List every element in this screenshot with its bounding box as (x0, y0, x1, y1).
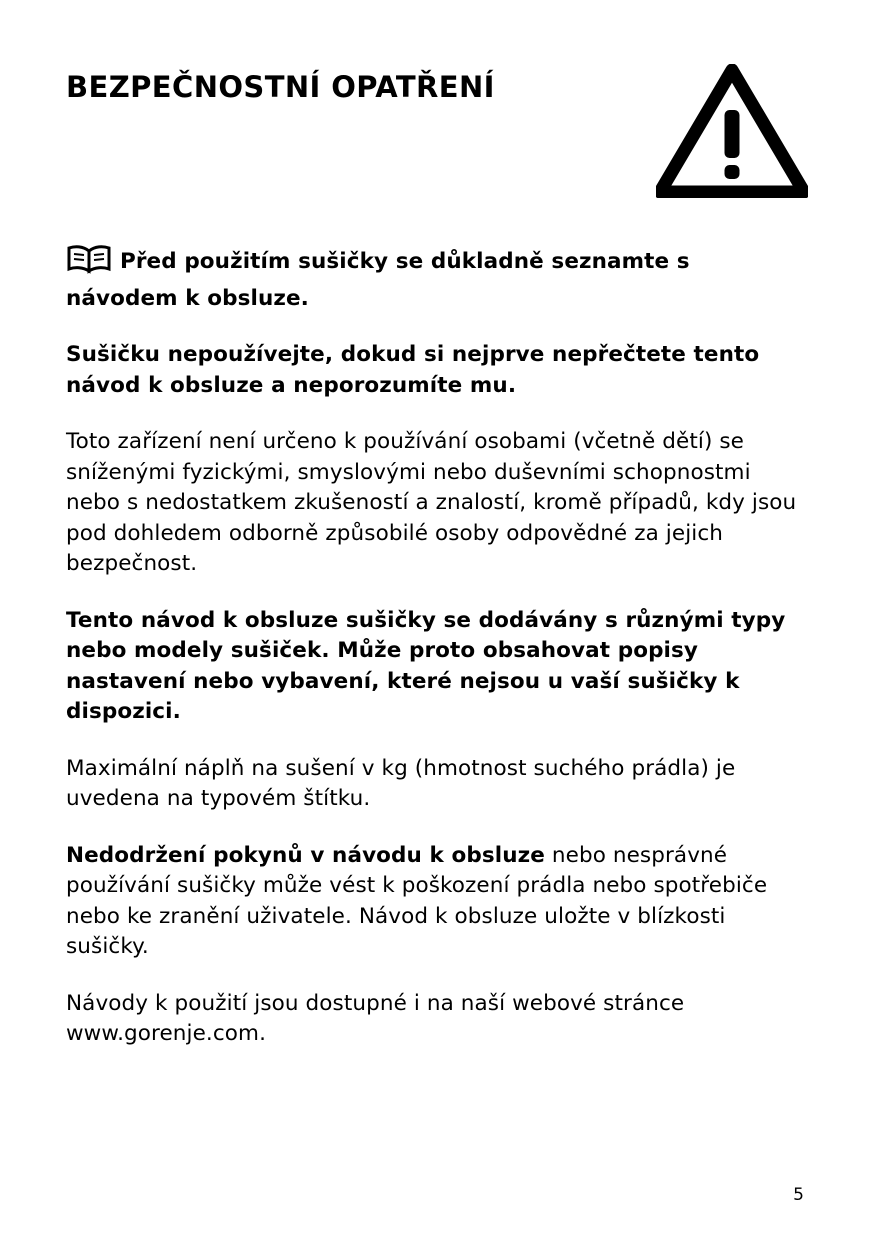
page-title: BEZPEČNOSTNÍ OPATŘENÍ (66, 70, 495, 104)
page-number: 5 (793, 1185, 804, 1205)
paragraph-online-manuals: Návody k použití jsou dostupné i na naší webové stránce www.gorenje.com. (66, 990, 685, 1047)
paragraph-text: Před použitím sušičky se důkladně seznamte s návodem k obsluze. (66, 249, 690, 311)
paragraph-max-load: Maximální náplň na sušení v kg (hmotnost suchého prádla) je uvedena na typovém štítku. (66, 755, 736, 812)
warning-icon-container (648, 60, 808, 198)
paragraph-do-not-use-before-reading: Sušičku nepoužívejte, dokud si nejprve nepřečtete tento návod k obsluze a neporozumíte mu. (66, 342, 760, 398)
paragraph-manual-covers-several-models: Tento návod k obsluze sušičky se dodávány s různými typy nebo modely sušiček. Může proto obsahovat popisy nastavení nebo vybavení, které nejsou u vaší sušičky k dispozici. (66, 607, 786, 725)
paragraph-read-before-use (66, 244, 808, 314)
paragraph-lead-bold: Nedodržení pokynů v návodu k obsluze (66, 842, 545, 868)
safety-instructions-body (66, 244, 808, 1050)
open-book-icon (66, 244, 112, 284)
paragraph-text: nebo nesprávné používání sušičky může vést k poškození prádla nebo spotřebiče nebo ke zranění uživatele. Návod k obsluze uložte v blízkosti sušičky. (66, 842, 768, 960)
paragraph-not-intended-for-persons: Toto zařízení není určeno k používání osobami (včetně dětí) se sníženými fyzickými, smyslovými nebo duševními schopnostmi nebo s nedostatkem zkušeností a znalostí, kromě případů, kdy jsou pod dohledem odborně způsobilé osoby odpovědné za jejich bezpečnost. (66, 429, 797, 577)
page-header (66, 60, 808, 200)
paragraph-non-compliance (66, 841, 808, 963)
warning-triangle-icon (656, 64, 808, 198)
